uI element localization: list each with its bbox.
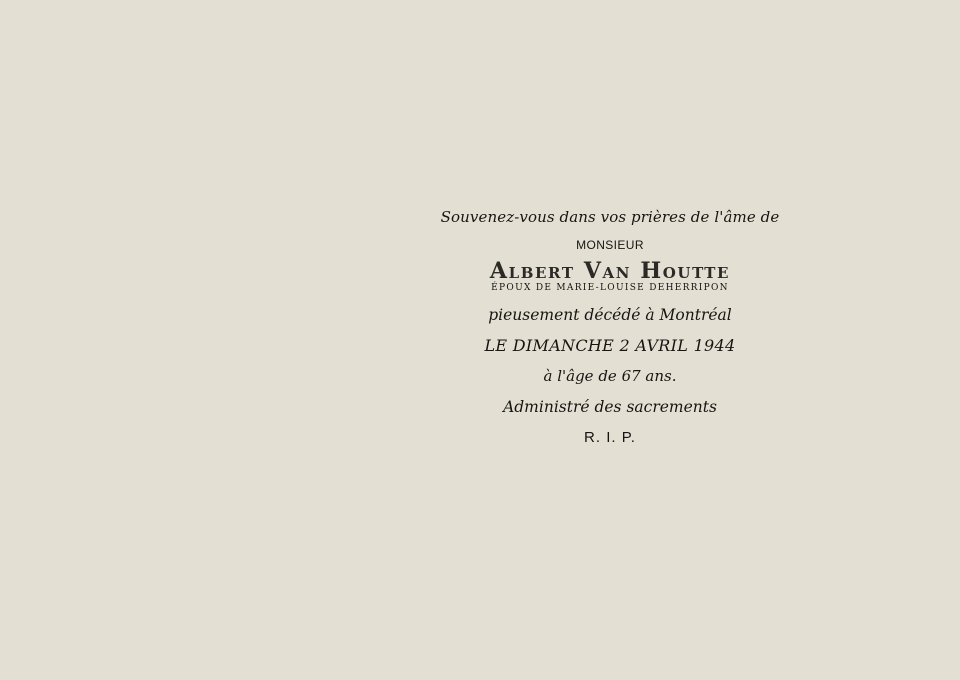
- age-line: à l'âge de 67 ans.: [543, 367, 677, 385]
- portrait-image: [250, 150, 440, 480]
- spouse-line: ÉPOUX DE MARIE-LOUISE DEHERRIPON: [491, 283, 729, 293]
- memorial-portrait-photo: [250, 150, 440, 480]
- rip-text: R. I. P.: [584, 429, 636, 446]
- death-place-line: pieusement décédé à Montréal: [488, 306, 732, 324]
- death-date-line: LE DIMANCHE 2 AVRIL 1944: [484, 336, 736, 355]
- sacraments-line: Administré des sacrements: [503, 398, 717, 416]
- honorific: MONSIEUR: [576, 238, 644, 252]
- memorial-text: [440, 200, 780, 446]
- prayer-line: Souvenez-vous dans vos prières de l'âme de: [440, 208, 780, 226]
- deceased-name: Albert Van Houtte: [489, 258, 731, 284]
